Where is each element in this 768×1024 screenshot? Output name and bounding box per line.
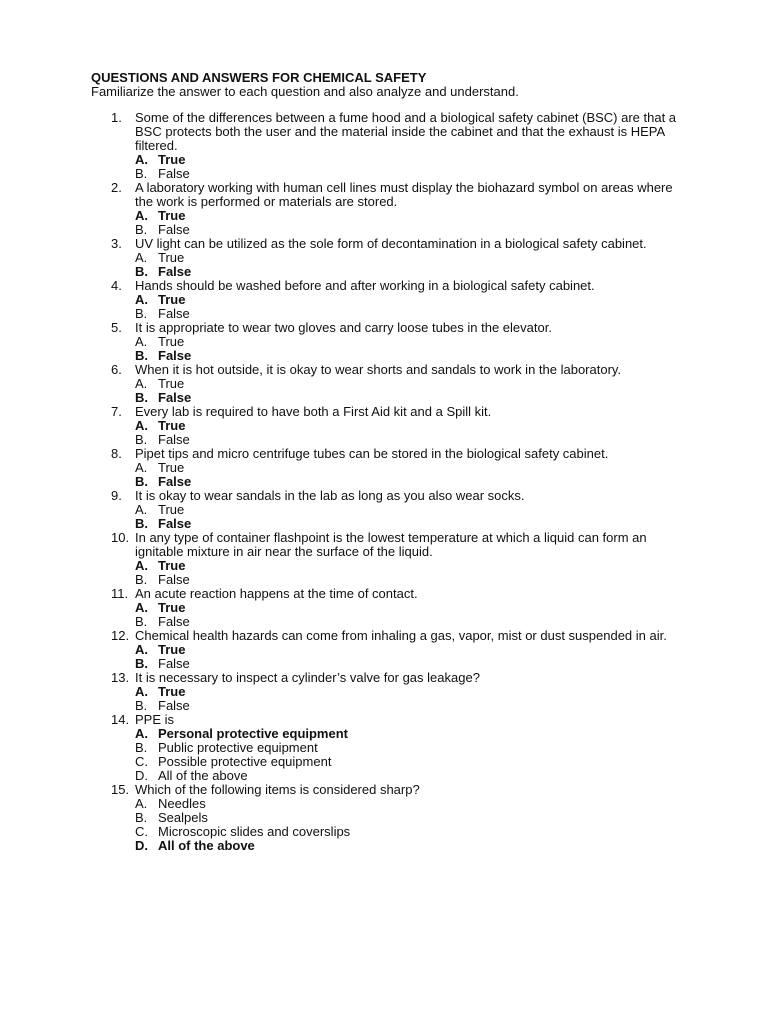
question-item [91, 363, 691, 405]
option-letter: B. [135, 474, 148, 489]
answer-option-correct [135, 685, 691, 699]
answer-option-correct [135, 601, 691, 615]
option-letter: A. [135, 558, 148, 573]
option-text: True [158, 642, 186, 657]
answer-option [135, 377, 691, 391]
option-letter: B. [135, 656, 148, 671]
question-text: Pipet tips and micro centrifuge tubes can be stored in the biological safety cabinet. [135, 446, 609, 461]
answer-option [135, 699, 691, 713]
option-text: True [158, 502, 185, 517]
question-text: Which of the following items is considered sharp? [135, 782, 420, 797]
option-letter: B. [135, 432, 148, 447]
option-letter: A. [135, 376, 148, 391]
option-letter: B. [135, 572, 148, 587]
answer-option-correct [135, 475, 691, 489]
answer-option [135, 811, 691, 825]
option-letter: A. [135, 502, 148, 517]
answer-options [135, 601, 691, 629]
answer-options [135, 461, 691, 489]
question-number: 5. [111, 320, 122, 335]
option-letter: C. [135, 754, 148, 769]
answer-options [135, 503, 691, 531]
option-letter: A. [135, 292, 148, 307]
option-text: True [158, 684, 186, 699]
option-letter: A. [135, 796, 148, 811]
answer-option-correct [135, 559, 691, 573]
answer-option-correct [135, 517, 691, 531]
answer-options [135, 251, 691, 279]
answer-option-correct [135, 153, 691, 167]
question-item [91, 405, 691, 447]
option-text: False [158, 166, 190, 181]
question-item [91, 279, 691, 321]
question-text: Hands should be washed before and after working in a biological safety cabinet. [135, 278, 595, 293]
answer-options [135, 293, 691, 321]
answer-option [135, 573, 691, 587]
option-text: False [158, 264, 192, 279]
question-text: Every lab is required to have both a First Aid kit and a Spill kit. [135, 404, 492, 419]
answer-options [135, 335, 691, 363]
option-letter: B. [135, 390, 148, 405]
question-item [91, 587, 691, 629]
question-number: 9. [111, 488, 122, 503]
answer-options [135, 559, 691, 587]
question-number: 10. [111, 530, 130, 545]
answer-option [135, 307, 691, 321]
answer-option-correct [135, 293, 691, 307]
question-text: An acute reaction happens at the time of contact. [135, 586, 418, 601]
option-text: True [158, 292, 186, 307]
answer-options [135, 727, 691, 783]
answer-option [135, 223, 691, 237]
option-letter: A. [135, 334, 148, 349]
answer-options [135, 419, 691, 447]
answer-options [135, 209, 691, 237]
option-letter: B. [135, 516, 148, 531]
question-item [91, 447, 691, 489]
question-number: 15. [111, 782, 130, 797]
answer-option [135, 825, 691, 839]
answer-option-correct [135, 209, 691, 223]
option-text: False [158, 306, 190, 321]
option-letter: B. [135, 264, 148, 279]
option-text: True [158, 558, 186, 573]
option-text: True [158, 460, 185, 475]
question-number: 6. [111, 362, 122, 377]
option-letter: B. [135, 698, 148, 713]
option-text: Sealpels [158, 810, 208, 825]
option-text: Personal protective equipment [158, 726, 348, 741]
question-number: 2. [111, 180, 122, 195]
answer-options [135, 377, 691, 405]
question-item [91, 671, 691, 713]
question-number: 14. [111, 712, 130, 727]
option-text: False [158, 222, 190, 237]
answer-option [135, 755, 691, 769]
question-text: It is appropriate to wear two gloves and carry loose tubes in the elevator. [135, 320, 552, 335]
option-text: False [158, 516, 192, 531]
question-text: UV light can be utilized as the sole form of decontamination in a biological safety cabinet. [135, 236, 647, 251]
option-letter: B. [135, 740, 148, 755]
option-letter: B. [135, 348, 148, 363]
answer-option [135, 433, 691, 447]
question-text: It is okay to wear sandals in the lab as long as you also wear socks. [135, 488, 525, 503]
document-page [91, 71, 691, 853]
question-text: Some of the differences between a fume hood and a biological safety cabinet (BSC) are that a BSC protects both the user and the material inside the cabinet and that the exhaust is HEPA filtered. [135, 110, 677, 153]
option-text: All of the above [158, 768, 248, 783]
question-number: 11. [111, 586, 129, 601]
answer-options [135, 685, 691, 713]
answer-options [135, 797, 691, 853]
document-title: QUESTIONS AND ANSWERS FOR CHEMICAL SAFETY [91, 70, 427, 85]
option-letter: A. [135, 460, 148, 475]
answer-option [135, 741, 691, 755]
option-text: All of the above [158, 838, 255, 853]
question-number: 12. [111, 628, 130, 643]
answer-option-correct [135, 349, 691, 363]
question-text: Chemical health hazards can come from inhaling a gas, vapor, mist or dust suspended in air. [135, 628, 667, 643]
answer-option [135, 797, 691, 811]
option-letter: A. [135, 208, 148, 223]
question-text: When it is hot outside, it is okay to wear shorts and sandals to work in the laboratory. [135, 362, 622, 377]
answer-option [135, 461, 691, 475]
option-text: False [158, 474, 192, 489]
answer-option-correct [135, 391, 691, 405]
question-number: 7. [111, 404, 122, 419]
option-letter: B. [135, 810, 148, 825]
option-text: False [158, 390, 192, 405]
question-list [91, 111, 691, 853]
question-item [91, 181, 691, 237]
question-item [91, 783, 691, 853]
answer-option-correct [135, 643, 691, 657]
option-text: True [158, 600, 186, 615]
option-text: True [158, 152, 186, 167]
option-text: False [158, 572, 190, 587]
question-text: In any type of container flashpoint is the lowest temperature at which a liquid can form an ignitable mixture in air near the surface of the liquid. [135, 530, 647, 559]
option-letter: B. [135, 166, 148, 181]
question-item [91, 111, 691, 181]
option-text: True [158, 418, 186, 433]
answer-options [135, 153, 691, 181]
question-text: A laboratory working with human cell lines must display the biohazard symbol on areas where the work is performed or materials are stored. [135, 180, 673, 209]
option-letter: A. [135, 250, 148, 265]
answer-option-correct [135, 419, 691, 433]
option-letter: D. [135, 768, 148, 783]
question-item [91, 321, 691, 363]
answer-option [135, 167, 691, 181]
answer-option [135, 335, 691, 349]
question-item [91, 629, 691, 671]
option-text: False [158, 656, 190, 671]
question-item [91, 237, 691, 279]
option-text: Public protective equipment [158, 740, 318, 755]
answer-option-correct [135, 727, 691, 741]
option-letter: A. [135, 152, 148, 167]
option-letter: B. [135, 614, 148, 629]
option-text: False [158, 432, 190, 447]
option-text: Possible protective equipment [158, 754, 332, 769]
option-letter: B. [135, 306, 148, 321]
option-text: True [158, 334, 185, 349]
option-letter: A. [135, 418, 148, 433]
answer-option-correct [135, 265, 691, 279]
question-item [91, 489, 691, 531]
option-text: False [158, 614, 190, 629]
question-text: It is necessary to inspect a cylinder’s valve for gas leakage? [135, 670, 480, 685]
option-text: False [158, 698, 190, 713]
answer-options [135, 643, 691, 671]
answer-option [135, 615, 691, 629]
option-letter: B. [135, 222, 148, 237]
option-letter: A. [135, 684, 148, 699]
document-subtitle: Familiarize the answer to each question and also analyze and understand. [91, 84, 519, 99]
question-item [91, 713, 691, 783]
question-number: 1. [111, 110, 122, 125]
answer-option [135, 657, 691, 671]
answer-option-correct [135, 839, 691, 853]
question-item [91, 531, 691, 587]
option-letter: D. [135, 838, 148, 853]
question-text: PPE is [135, 712, 175, 727]
option-text: True [158, 376, 185, 391]
option-letter: A. [135, 642, 148, 657]
question-number: 13. [111, 670, 130, 685]
option-letter: A. [135, 600, 148, 615]
question-number: 4. [111, 278, 122, 293]
answer-option [135, 769, 691, 783]
option-text: True [158, 250, 185, 265]
option-letter: C. [135, 824, 148, 839]
answer-option [135, 251, 691, 265]
question-number: 8. [111, 446, 122, 461]
answer-option [135, 503, 691, 517]
option-letter: A. [135, 726, 148, 741]
option-text: Microscopic slides and coverslips [158, 824, 351, 839]
option-text: False [158, 348, 192, 363]
option-text: True [158, 208, 186, 223]
question-number: 3. [111, 236, 122, 251]
option-text: Needles [158, 796, 206, 811]
